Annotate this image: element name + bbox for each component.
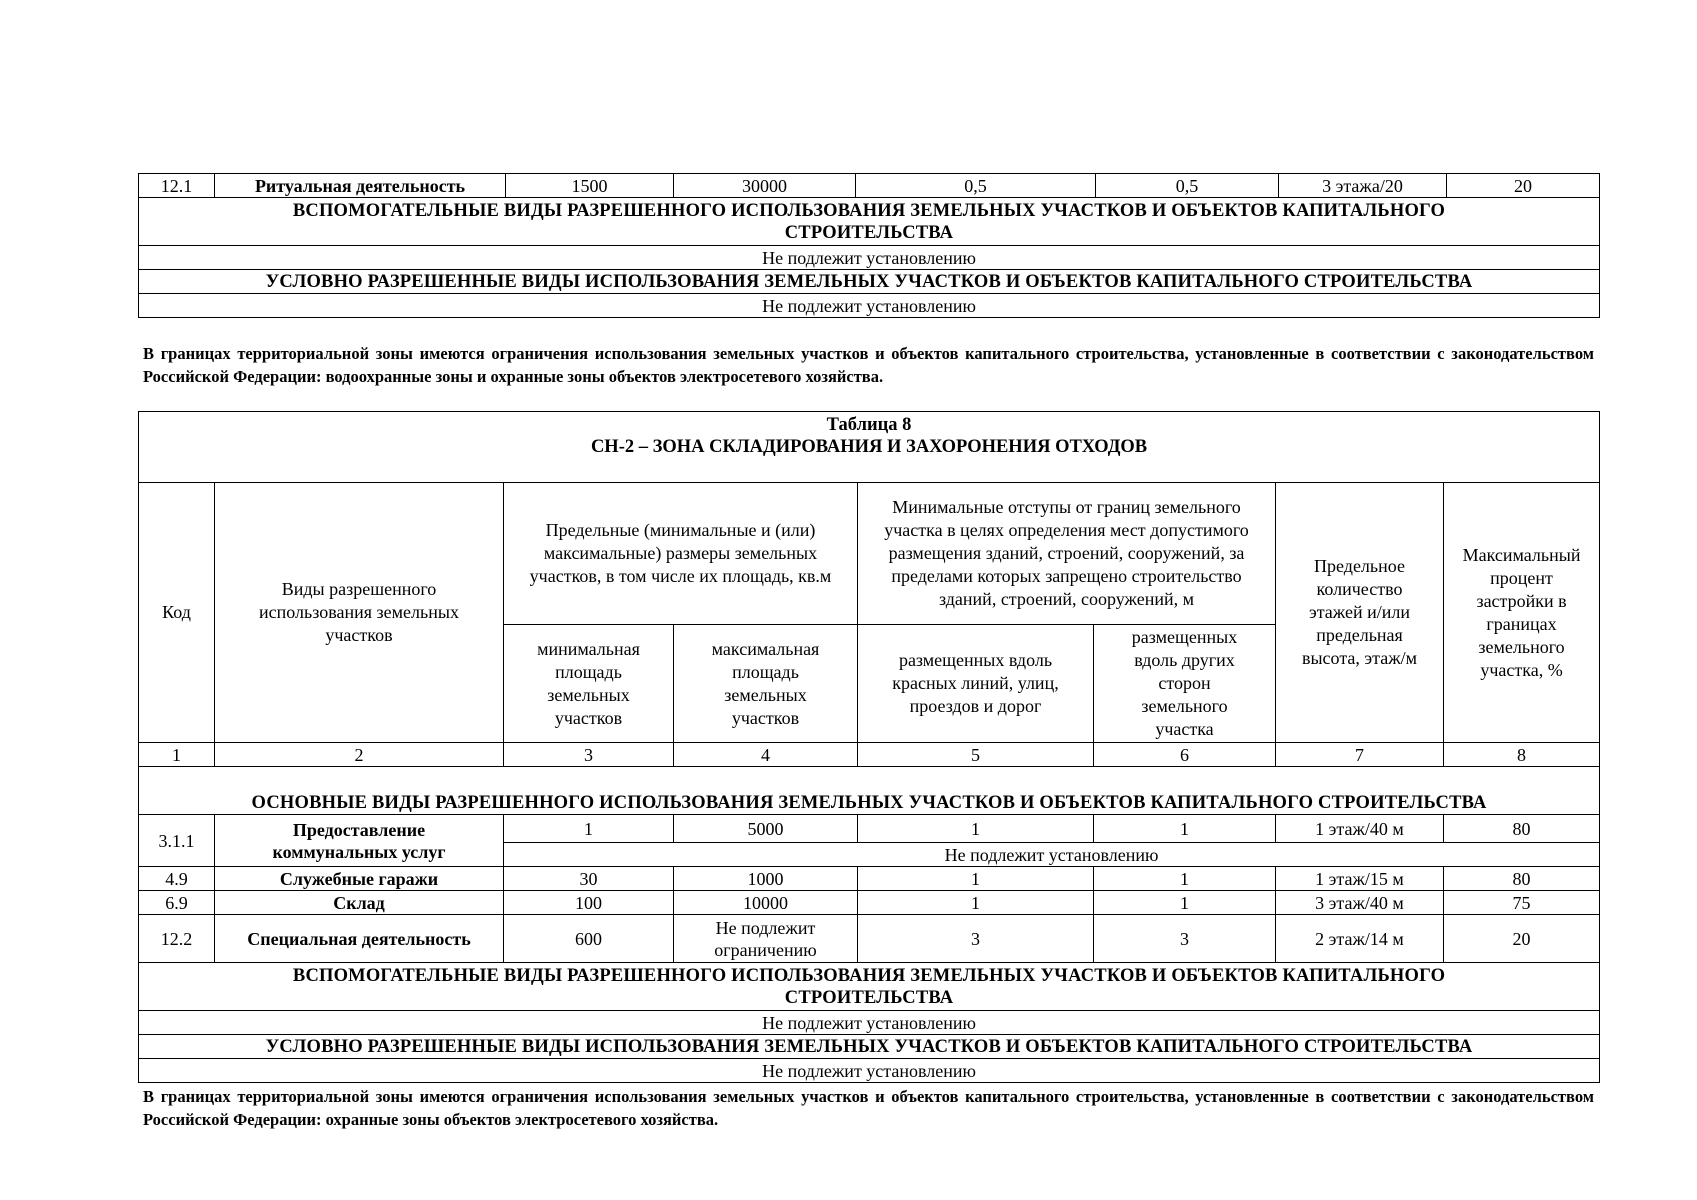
- aux-uses-value: Не подлежит установлению: [139, 1011, 1600, 1035]
- row-floors: 1 этаж/40 м: [1276, 815, 1444, 843]
- table-row: [139, 246, 1600, 270]
- row-code: 6.9: [139, 891, 215, 915]
- table-row: [139, 174, 1600, 198]
- row-setback-red: 0,5: [856, 174, 1096, 198]
- row-floors: 1 этаж/15 м: [1276, 867, 1444, 891]
- row-setback-other: 3: [1094, 915, 1276, 963]
- row-percent: 20: [1447, 174, 1600, 198]
- row-min-area: 1: [504, 815, 674, 843]
- row-floors: 3 этаж/40 м: [1276, 891, 1444, 915]
- col-number: 8: [1444, 743, 1600, 767]
- header-setbacks: Минимальные отступы от границ земельного участка в целях определения мест допустимого размещения зданий, строений, сооружений, за пределами которых запрещено строительство зданий, строений, сооружений, м: [858, 483, 1276, 625]
- aux-uses-header: ВСПОМОГАТЕЛЬНЫЕ ВИДЫ РАЗРЕШЕННОГО ИСПОЛЬЗОВАНИЯ ЗЕМЕЛЬНЫХ УЧАСТКОВ И ОБЪЕКТОВ КАПИТАЛЬНОГО СТРОИТЕЛЬСТВА: [139, 198, 1600, 246]
- table-continuation: [138, 173, 1600, 318]
- row-max-area: 10000: [674, 891, 858, 915]
- table-row: [139, 1059, 1600, 1083]
- header-row: [139, 483, 1600, 625]
- row-name: Предоставление коммунальных услуг: [215, 815, 504, 867]
- row-min-area: 30: [504, 867, 674, 891]
- header-floors: Предельное количество этажей и/или предельная высота, этаж/м: [1276, 483, 1444, 743]
- row-name: Служебные гаражи: [215, 867, 504, 891]
- aux-uses-value: Не подлежит установлению: [139, 246, 1600, 270]
- row-min-area: 1500: [506, 174, 674, 198]
- col-number: 3: [504, 743, 674, 767]
- header-sizes: Предельные (минимальные и (или) максимальные) размеры земельных участков, в том числе их площадь, кв.м: [504, 483, 858, 625]
- row-percent: 80: [1444, 867, 1600, 891]
- restrictions-note: В границах территориальной зоны имеются ограничения использования земельных участков и объектов капитального строительства, установленные в соответствии с законодательством Российской Федерации: водоохранные зоны и охранные зоны объектов электросетевого хозяйства.: [143, 344, 1594, 386]
- header-setback-red: размещенных вдоль красных линий, улиц, проездов и дорог: [858, 625, 1094, 743]
- header-max-area: максимальная площадь земельных участков: [674, 625, 858, 743]
- row-code: 4.9: [139, 867, 215, 891]
- row-percent: 20: [1444, 915, 1600, 963]
- table-row: [139, 270, 1600, 294]
- column-numbers-row: [139, 743, 1600, 767]
- section-row: [139, 1035, 1600, 1059]
- row-percent: 75: [1444, 891, 1600, 915]
- restrictions-note: В границах территориальной зоны имеются ограничения использования земельных участков и объектов капитального строительства, установленные в соответствии с законодательством Российской Федерации: охранные зоны объектов электросетевого хозяйства.: [143, 1087, 1594, 1129]
- conditional-uses-header: УСЛОВНО РАЗРЕШЕННЫЕ ВИДЫ ИСПОЛЬЗОВАНИЯ ЗЕМЕЛЬНЫХ УЧАСТКОВ И ОБЪЕКТОВ КАПИТАЛЬНОГО СТРОИТЕЛЬСТВА: [139, 270, 1600, 294]
- table-8: [138, 411, 1600, 1083]
- row-setback-red: 1: [858, 891, 1094, 915]
- header-kind: Виды разрешенного использования земельных участков: [215, 483, 504, 743]
- table-row: [139, 815, 1600, 843]
- col-number: 5: [858, 743, 1094, 767]
- table-row: [139, 1011, 1600, 1035]
- row-setback-red: 1: [858, 815, 1094, 843]
- row-percent: 80: [1444, 815, 1600, 843]
- col-number: 6: [1094, 743, 1276, 767]
- row-floors: 3 этажа/20: [1279, 174, 1447, 198]
- header-min-area: минимальная площадь земельных участков: [504, 625, 674, 743]
- conditional-uses-value: Не подлежит установлению: [139, 1059, 1600, 1083]
- col-number: 7: [1276, 743, 1444, 767]
- conditional-uses-header: УСЛОВНО РАЗРЕШЕННЫЕ ВИДЫ ИСПОЛЬЗОВАНИЯ ЗЕМЕЛЬНЫХ УЧАСТКОВ И ОБЪЕКТОВ КАПИТАЛЬНОГО СТРОИТЕЛЬСТВА: [139, 1035, 1600, 1059]
- table-number: Таблица 8: [826, 415, 912, 435]
- table-row: [139, 867, 1600, 891]
- row-setback-red: 3: [858, 915, 1094, 963]
- row-setback-other: 1: [1094, 891, 1276, 915]
- row-setback-other: 0,5: [1096, 174, 1279, 198]
- row-name: Специальная деятельность: [215, 915, 504, 963]
- header-percent: Максимальный процент застройки в границах земельного участка, %: [1444, 483, 1600, 743]
- row-name: Склад: [215, 891, 504, 915]
- section-row: [139, 963, 1600, 1011]
- row-max-area: Не подлежит ограничению: [674, 915, 858, 963]
- row-setback-other: 1: [1094, 867, 1276, 891]
- table-caption-row: [139, 412, 1600, 483]
- row-code: 12.1: [139, 174, 215, 198]
- header-code: Код: [139, 483, 215, 743]
- row-floors: 2 этаж/14 м: [1276, 915, 1444, 963]
- row-name: Ритуальная деятельность: [215, 174, 506, 198]
- header-setback-other: размещенных вдоль других сторон земельного участка: [1094, 625, 1276, 743]
- row-min-area: 600: [504, 915, 674, 963]
- section-row: [139, 767, 1600, 815]
- table-row: [139, 915, 1600, 963]
- row-code: 12.2: [139, 915, 215, 963]
- table-caption: [139, 412, 1600, 483]
- row-setback-other: 1: [1094, 815, 1276, 843]
- col-number: 2: [215, 743, 504, 767]
- table-row: [139, 891, 1600, 915]
- table-row: [139, 294, 1600, 318]
- row-max-area: 1000: [674, 867, 858, 891]
- row-max-area: 30000: [674, 174, 856, 198]
- row-code: 3.1.1: [139, 815, 215, 867]
- row-max-area: 5000: [674, 815, 858, 843]
- col-number: 1: [139, 743, 215, 767]
- col-number: 4: [674, 743, 858, 767]
- aux-uses-header: ВСПОМОГАТЕЛЬНЫЕ ВИДЫ РАЗРЕШЕННОГО ИСПОЛЬЗОВАНИЯ ЗЕМЕЛЬНЫХ УЧАСТКОВ И ОБЪЕКТОВ КАПИТАЛЬНОГО СТРОИТЕЛЬСТВА: [139, 963, 1600, 1011]
- row-sub-value: Не подлежит установлению: [504, 843, 1600, 867]
- main-uses-header: ОСНОВНЫЕ ВИДЫ РАЗРЕШЕННОГО ИСПОЛЬЗОВАНИЯ ЗЕМЕЛЬНЫХ УЧАСТКОВ И ОБЪЕКТОВ КАПИТАЛЬНОГО СТРОИТЕЛЬСТВА: [139, 767, 1600, 815]
- conditional-uses-value: Не подлежит установлению: [139, 294, 1600, 318]
- row-setback-red: 1: [858, 867, 1094, 891]
- table-row: [139, 198, 1600, 246]
- zone-title: СН-2 – ЗОНА СКЛАДИРОВАНИЯ И ЗАХОРОНЕНИЯ ОТХОДОВ: [590, 437, 1148, 457]
- row-min-area: 100: [504, 891, 674, 915]
